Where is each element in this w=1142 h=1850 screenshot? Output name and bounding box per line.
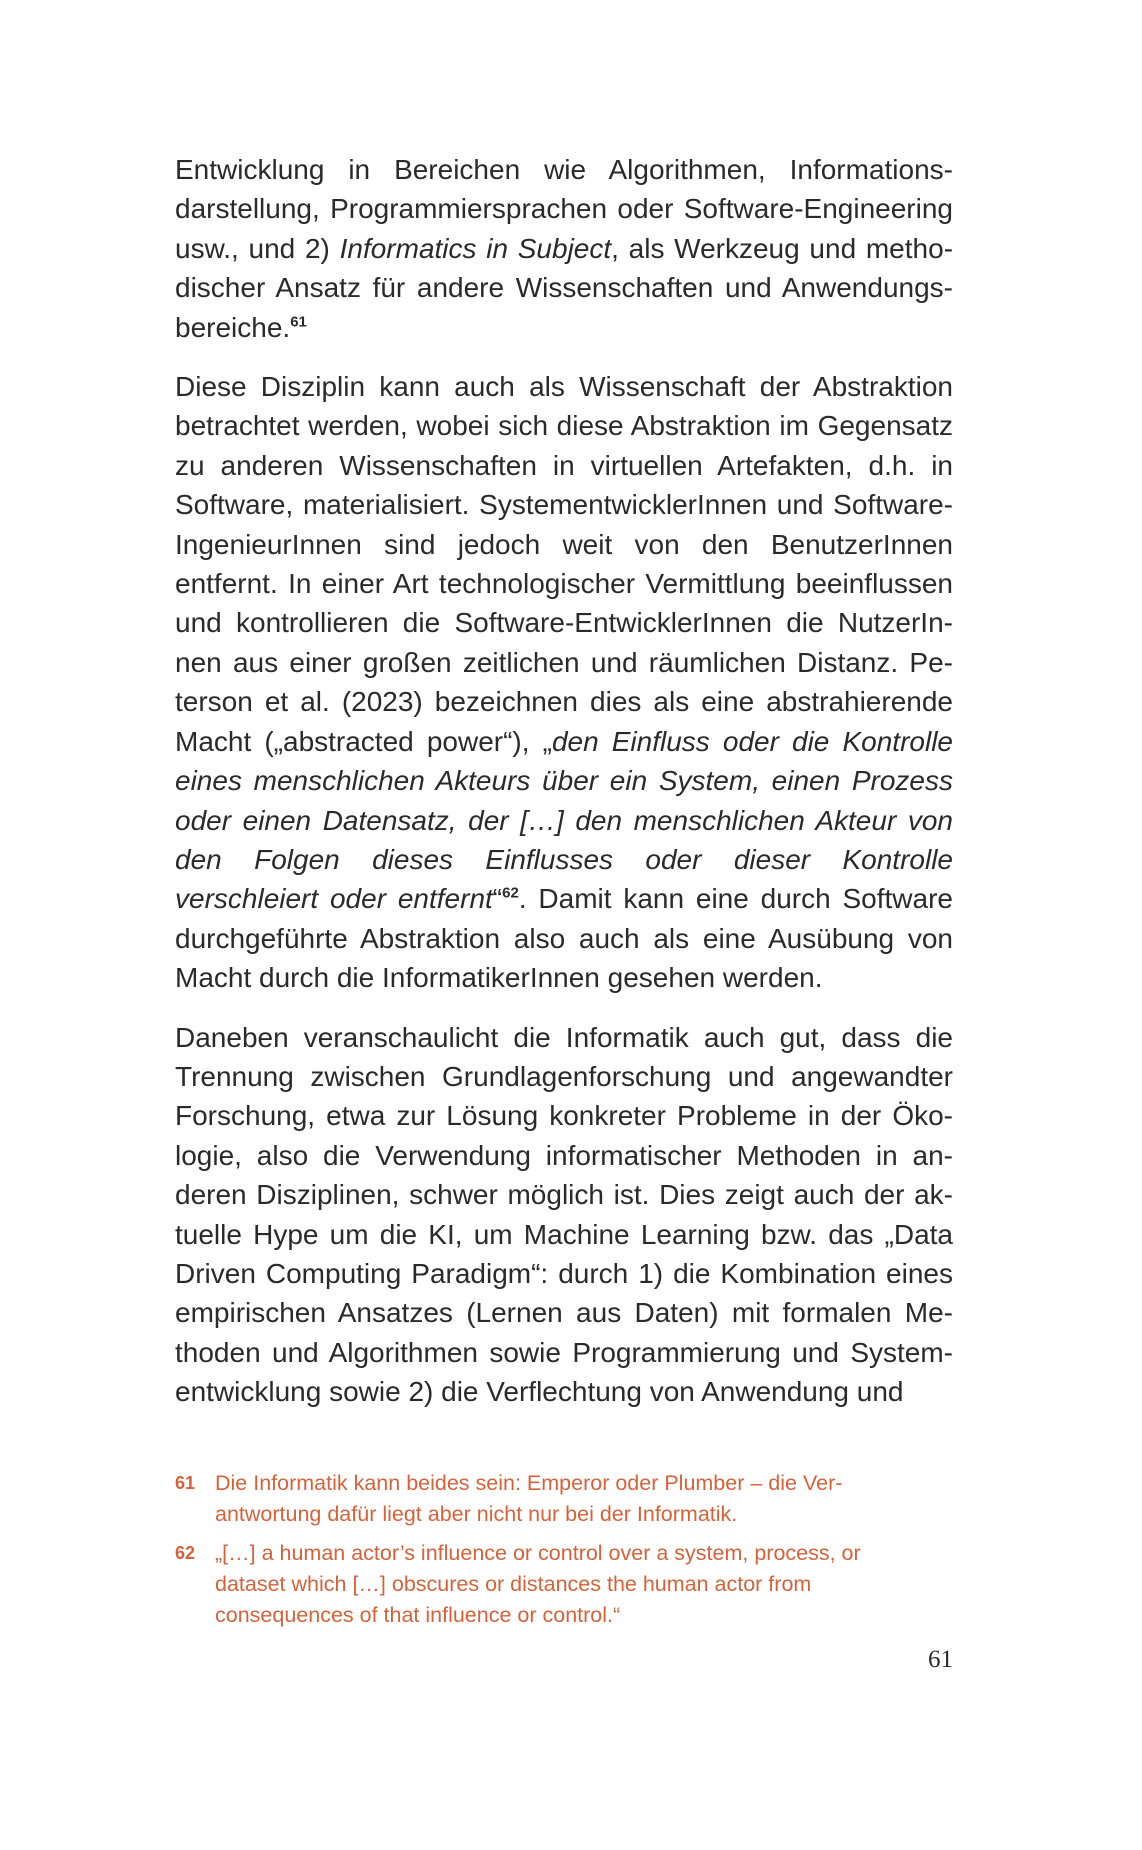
body-text [175,150,953,1432]
footnote-text: Die Informatik kann beides sein: Emperor oder Plumber – die Verantwortung dafür liegt aber nicht nur bei der Informatik. [215,1471,843,1526]
footnote-item [175,1468,895,1530]
text-segment: . Damit kann eine durch Software durchgeführte Abstraktion also auch als eine Ausübung von Macht durch die InformatikerInnen gesehen werden. [175,883,953,994]
footnote-reference[interactable]: 62 [502,884,519,902]
footnote-number: 62 [175,1543,196,1563]
paragraph [175,150,953,347]
footnote-number: 61 [175,1473,196,1493]
paragraph [175,367,953,998]
italic-quote: den Einfluss oder die Kontrolle eines menschlichen Akteurs über ein System, einen Prozess oder einen Datensatz, der […] den menschlichen Akteur von den Folgen dieses Einflusses oder dieser Kontrolle verschleiert oder entfernt [175,725,953,915]
text-segment: “ [492,883,503,915]
text-segment: , als Werkzeug und methodischer Ansatz für andere Wissenschaften und Anwendungsbereiche. [175,232,954,343]
footnotes [175,1468,895,1639]
footnote-reference[interactable]: 61 [290,313,307,331]
text-segment: Diese Disziplin kann auch als Wissenschaft der Abstraktion betrachtet werden, wobei sich diese Abstraktion im Gegensatz zu anderen Wissenschaften in virtuellen Artefakten, d.h. in Software, materialisiert. SystementwicklerInnen und Software-IngenieurInnen sind jedoch weit von den BenutzerInnen entfernt. In einer Art technologischer Vermittlung beeinflussen und kontrollieren die Software-EntwicklerInnen die NutzerInnen aus einer großen zeitlichen und räumlichen Distanz. Peterson et al. (2023) bezeichnen dies als eine abstrahierende Macht („abstracted power“), „ [175,371,953,757]
italic-segment: Informatics in Subject [339,232,612,264]
page-number: 61 [928,1646,953,1673]
paragraph [175,1018,953,1412]
footnote-text: „[…] a human actor’s influence or control over a system, process, or dataset which […] obscures or distances the human actor from consequences of that influence or control.“ [215,1541,861,1627]
footnote-item [175,1538,895,1631]
text-segment: Entwicklung in Bereichen wie Algorithmen, Informationsdarstellung, Programmiersprachen oder Software-Engineering usw., und 2) [175,154,953,264]
text-segment: Daneben veranschaulicht die Informatik auch gut, dass die Trennung zwischen Grundlagenforschung und angewandter Forschung, etwa zur Lösung konkreter Probleme in der Ökologie, also die Verwendung informatischer Methoden in anderen Disziplinen, schwer möglich ist. Dies zeigt auch der aktuelle Hype um die KI, um Machine Learning bzw. das „Data Driven Computing Paradigm“: durch 1) die Kombination eines empirischen Ansatzes (Lernen aus Daten) mit formalen Methoden und Algorithmen sowie Programmierung und Systementwicklung sowie 2) die Verflechtung von Anwendung und [175,1021,953,1408]
